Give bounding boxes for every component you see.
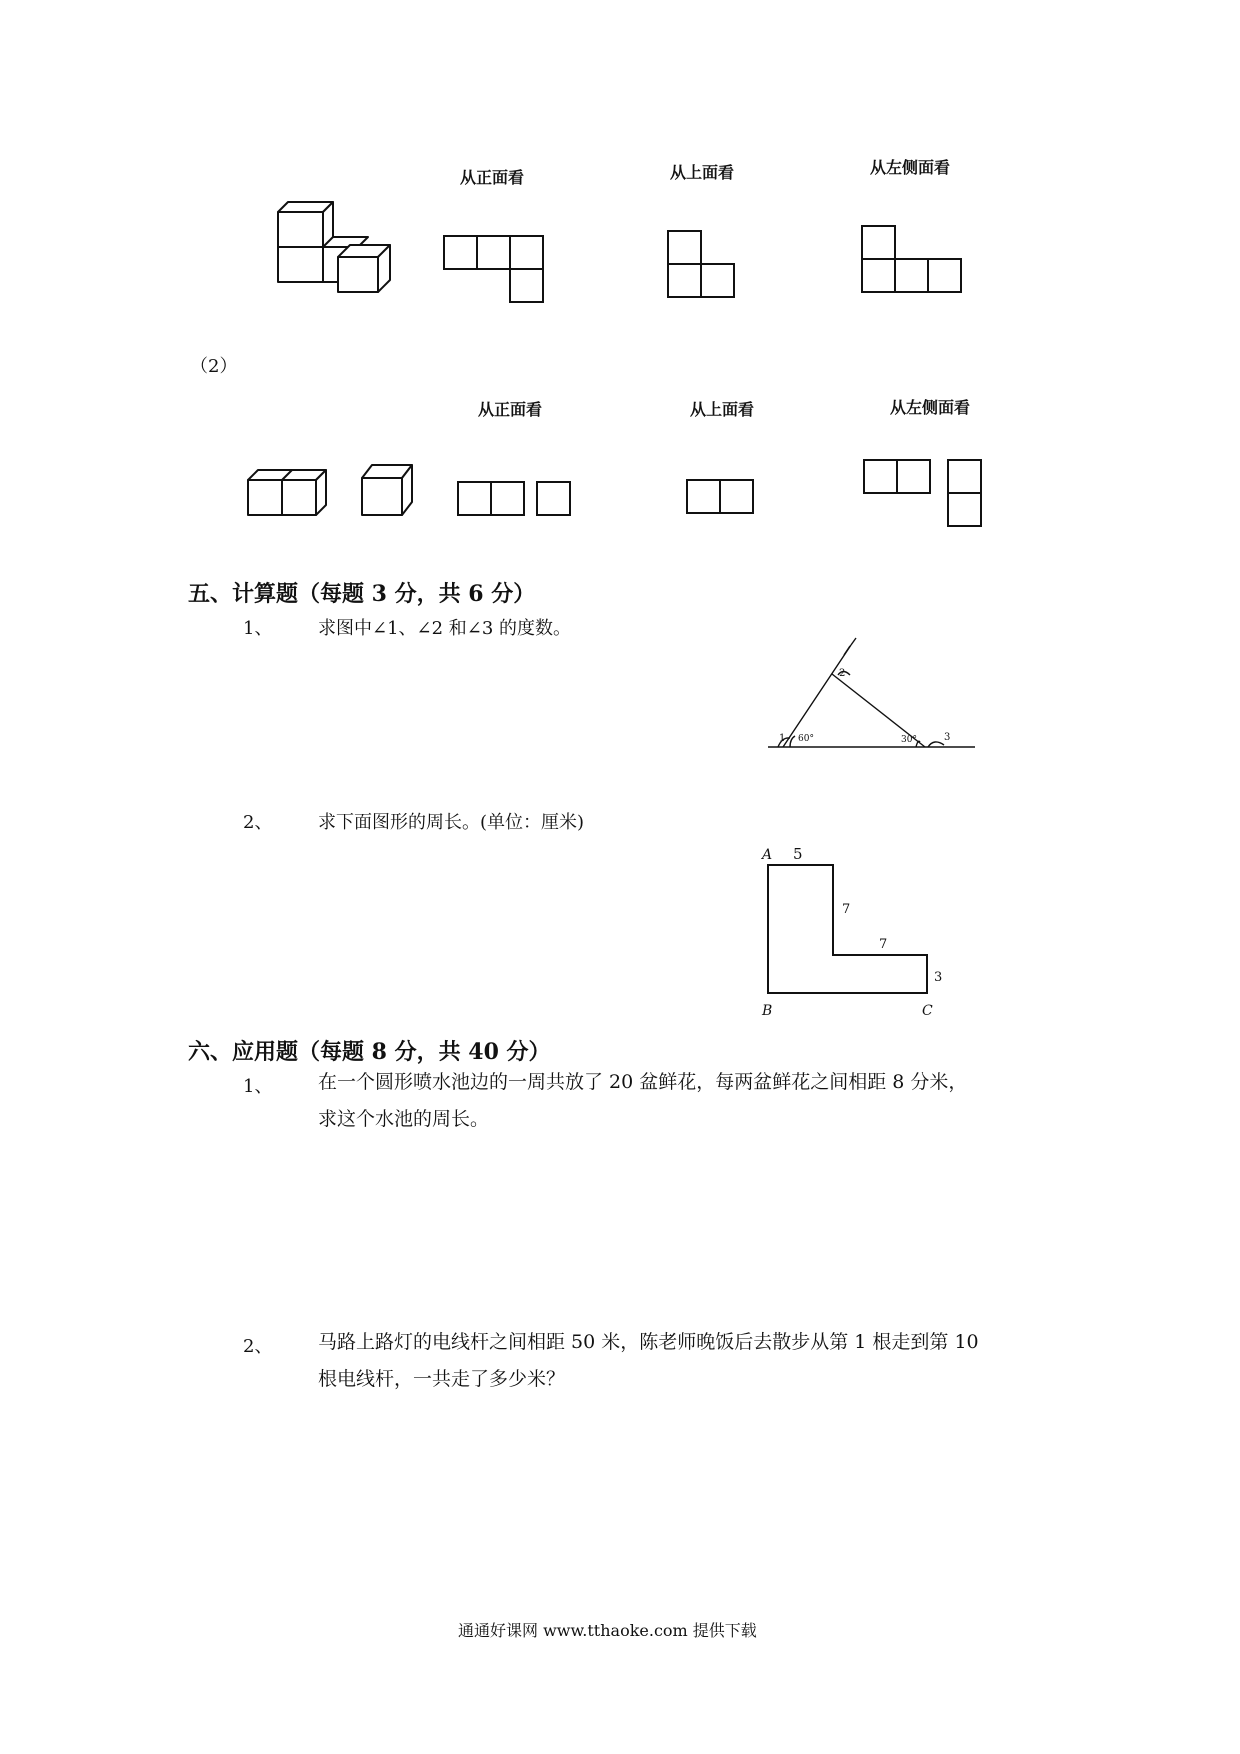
angle-1-label: 1 xyxy=(779,733,786,744)
s6-q1-text xyxy=(318,1064,1078,1138)
right-length-label: 3 xyxy=(934,970,943,985)
inner-vertical-length-label: 7 xyxy=(842,902,851,917)
s5-q2-text: 求下面图形的周长。(单位：厘米) xyxy=(318,812,585,833)
s6-q1-number: 1、 xyxy=(243,1076,273,1097)
s6-q1-line-1: 在一个圆形喷水池边的一周共放了 20 盆鲜花，每两盆鲜花之间相距 8 分米， xyxy=(318,1071,968,1093)
section-5-title: 五、计算题（每题 3 分，共 6 分） xyxy=(188,581,536,607)
section-6-title: 六、应用题（每题 8 分，共 40 分） xyxy=(188,1039,551,1065)
vertex-a-label: A xyxy=(762,847,773,863)
part-2-label: （2） xyxy=(190,356,238,377)
angle-3-label: 3 xyxy=(944,732,951,743)
vertex-c-label: C xyxy=(922,1003,933,1019)
inner-horizontal-length-label: 7 xyxy=(879,937,888,952)
left-view-label-2: 从左侧面看 xyxy=(890,398,971,417)
s6-q1-line-2: 求这个水池的周长。 xyxy=(318,1108,490,1130)
page-footer: 通通好课网 www.tthaoke.com 提供下载 xyxy=(458,1621,757,1640)
front-view-label-2: 从正面看 xyxy=(478,400,543,419)
top-view-label-2: 从上面看 xyxy=(690,400,755,419)
front-view-label-1: 从正面看 xyxy=(460,168,525,187)
left-view-label-1: 从左侧面看 xyxy=(870,158,951,177)
angle-30-label: 30° xyxy=(901,735,917,745)
s6-q2-number: 2、 xyxy=(243,1336,273,1357)
angle-60-label: 60° xyxy=(798,734,814,744)
s5-q2-number: 2、 xyxy=(243,812,273,833)
angle-2-label: 2 xyxy=(839,668,846,679)
s6-q2-line-1: 马路上路灯的电线杆之间相距 50 米，陈老师晚饭后去散步从第 1 根走到第 10 xyxy=(318,1331,979,1353)
s5-q1-number: 1、 xyxy=(243,618,273,639)
s6-q2-text xyxy=(318,1324,1078,1398)
top-length-label: 5 xyxy=(793,845,803,863)
vertex-b-label: B xyxy=(762,1003,773,1019)
top-view-label-1: 从上面看 xyxy=(670,163,735,182)
s6-q2-line-2: 根电线杆，一共走了多少米？ xyxy=(318,1368,566,1390)
s5-q1-text: 求图中∠1、∠2 和∠3 的度数。 xyxy=(318,618,572,639)
